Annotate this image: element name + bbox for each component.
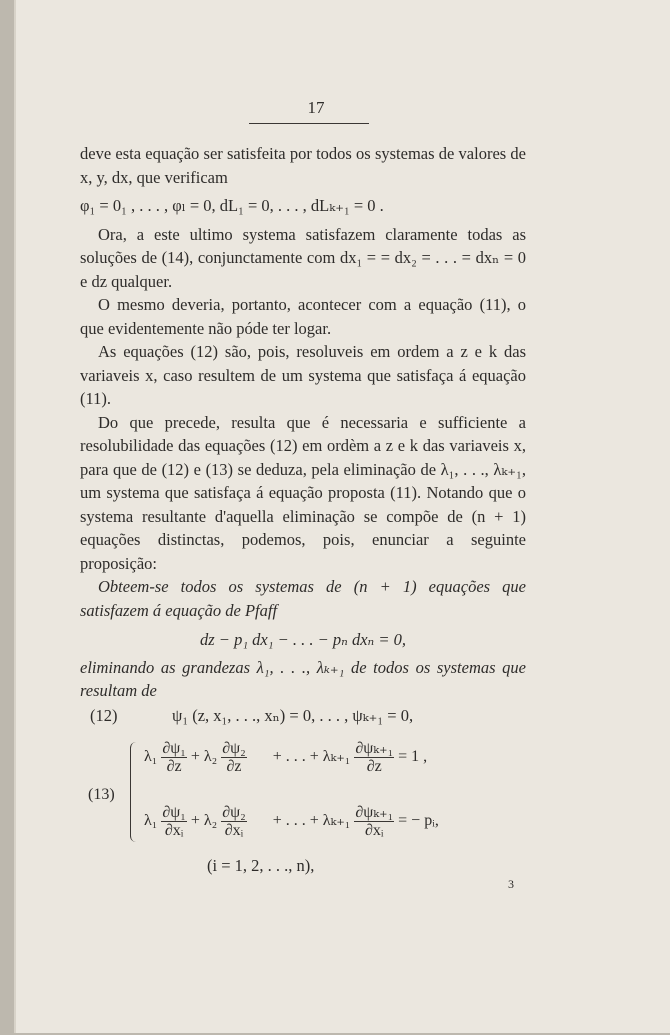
- index-range: (i = 1, 2, . . ., n),: [207, 856, 315, 875]
- proposition-text-1: Obteem-se todos os systemas de (n + 1) equações que satisfazem á equação de Pfaff: [80, 577, 526, 620]
- row1-fraction-2: $\frac{\text{∂ψ₂}}{\partial z}$: [222, 740, 246, 775]
- row1-dots: + . . . + λₖ₊₁: [272, 748, 351, 766]
- row2-fraction-1: $\frac{\text{∂ψ₁}}{\text{∂xᵢ}}$: [162, 804, 186, 839]
- row2-lambda1: λ₁: [144, 812, 158, 830]
- equation-1: φ₁ = 0₁ , . . . , φₗ = 0, dL₁ = 0, . . . , dLₖ₊₁ = 0 .: [80, 196, 384, 215]
- signature-mark: 3: [508, 877, 514, 891]
- equation-12-label: (12): [90, 706, 118, 725]
- proposition-text-2: eliminando as grandezas λ₁, . . ., λₖ₊₁ de todos os systemas que resultam de: [80, 657, 526, 700]
- row1-fraction-3: $\frac{\text{∂ψₖ₊₁}}{\partial z}$: [355, 740, 394, 775]
- row1-lambda1: λ₁: [144, 748, 158, 766]
- row1-rhs: = 1 ,: [398, 748, 428, 766]
- paragraph-2: Ora, a este ultimo systema satisfazem claramente todas as soluções de (14), conjunctamente com dx₁ = = dx₂ = . . . = dxₙ = 0 e dz qualquer.: [80, 224, 526, 291]
- row2-fraction-2: $\frac{\text{∂ψ₂}}{\text{∂xᵢ}}$: [222, 804, 246, 839]
- equation-13-label: (13): [88, 786, 115, 803]
- paragraph-1: deve esta equação ser satisfeita por todos os systemas de valores de x, y, dx, que verificam: [80, 144, 526, 187]
- row1-fraction-1: $\frac{\text{∂ψ₁}}{\partial z}$: [162, 740, 186, 775]
- row2-rhs: = − pᵢ,: [398, 812, 439, 830]
- paragraph-4: As equações (12) são, pois, resoluveis em ordem a z e k das variaveis x, caso resultem de um systema que satisfaça á equação (11).: [80, 342, 526, 408]
- row2-lambda2: + λ₂: [190, 812, 218, 830]
- pfaff-equation: dz − p₁ dx₁ − . . . − pₙ dxₙ = 0,: [200, 630, 406, 649]
- row2-fraction-3: $\frac{\text{∂ψₖ₊₁}}{\text{∂xᵢ}}$: [355, 804, 394, 839]
- paragraph-3: O mesmo deveria, portanto, acontecer com a equação (11), o que evidentemente não póde ter logar.: [80, 295, 526, 338]
- page-number: 17: [307, 98, 325, 117]
- system-row-2: [144, 804, 439, 839]
- row1-lambda2: + λ₂: [190, 748, 218, 766]
- left-brace: [130, 742, 139, 842]
- header-rule: [249, 123, 369, 124]
- equation-system-13: [88, 738, 538, 848]
- equation-12-expression: ψ₁ (z, x₁, . . ., xₙ) = 0, . . . , ψₖ₊₁ = 0,: [172, 706, 414, 725]
- page-body: [80, 142, 526, 703]
- paragraph-5: Do que precede, resulta que é necessaria e sufficiente a resolubilidade das equações (12) em ordèm a z e k das variaveis x, para que de (12) e (13) se deduza, pela eliminação de λ₁, . . ., λₖ₊₁, um systema que satisfaça á equação proposta (11). Notando que o systema resultante d'aquella eliminação se compõe de (n + 1) equações distinctas, podemos, pois, enunciar a seguinte proposição:: [80, 412, 526, 573]
- row2-dots: + . . . + λₖ₊₁: [272, 812, 351, 830]
- system-row-1: [144, 740, 427, 775]
